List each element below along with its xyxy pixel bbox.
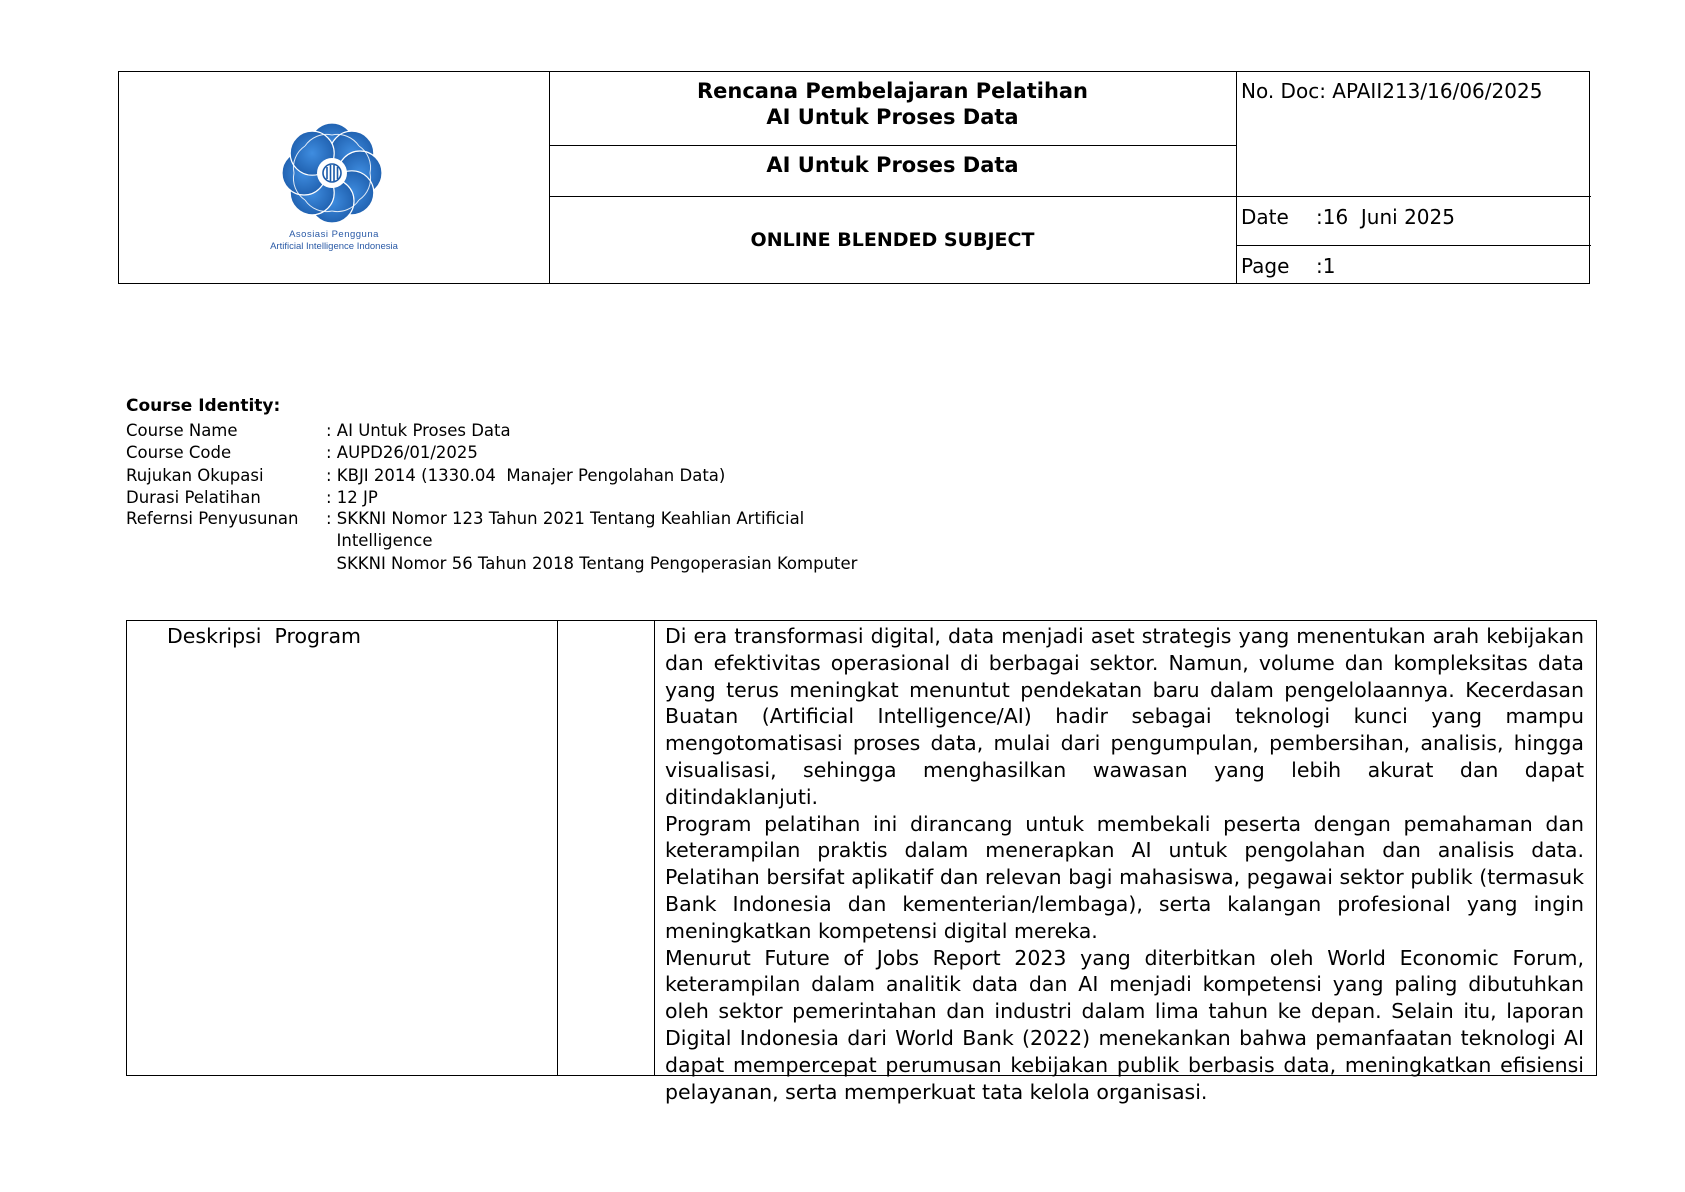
subject-type: ONLINE BLENDED SUBJECT	[750, 229, 1035, 251]
header-divider	[549, 196, 1591, 197]
date-value: :16 Juni 2025	[1316, 205, 1455, 229]
header-divider	[1236, 72, 1237, 283]
doc-number: No. Doc: APAII213/16/06/2025	[1241, 79, 1543, 103]
page-label: Page	[1241, 254, 1290, 278]
course-identity-label: Durasi Pelatihan	[126, 488, 261, 507]
description-paragraph: Program pelatihan ini dirancang untuk membekali peserta dengan pemahaman dan keterampilan praktis dalam menerapkan AI untuk pengolahan dan analisis data. Pelatihan bersifat aplikatif dan relevan bagi mahasiswa, pegawai sektor publik (termasuk Bank Indonesia dan kementerian/lembaga), serta kalangan profesional yang ingin meningkatkan kompetensi digital mereka.	[665, 811, 1584, 943]
course-identity-value: SKKNI Nomor 56 Tahun 2018 Tentang Pengoperasian Komputer	[326, 554, 858, 573]
description-text	[665, 623, 1584, 1105]
header-divider	[549, 145, 1236, 146]
course-identity-heading: Course Identity:	[126, 396, 281, 416]
header-divider	[1236, 245, 1591, 246]
description-paragraph: Di era transformasi digital, data menjadi aset strategis yang menentukan arah kebijakan dan efektivitas operasional di berbagai sektor. Namun, volume dan kompleksitas data yang terus meningkat menuntut pendekatan baru dalam pengelolaannya. Kecerdasan Buatan (Artificial Intelligence/AI) hadir sebagai teknologi kunci yang mampu mengotomatisasi proses data, mulai dari pengumpulan, pembersihan, analisis, hingga visualisasi, sehingga menghasilkan wawasan yang lebih akurat dan dapat ditindaklanjuti.	[665, 624, 1584, 809]
course-identity-value: Intelligence	[326, 531, 433, 550]
description-label: Deskripsi Program	[167, 624, 361, 648]
logo-text-line2: Artificial Intelligence Indonesia	[270, 241, 398, 252]
table-divider	[654, 621, 655, 1075]
title-line-2: AI Untuk Proses Data	[766, 105, 1019, 129]
description-paragraph: Menurut Future of Jobs Report 2023 yang diterbitkan oleh World Economic Forum, keterampilan dalam analitik data dan AI menjadi kompetensi yang paling dibutuhkan oleh sektor pemerintahan dan industri dalam lima tahun ke depan. Selain itu, laporan Digital Indonesia dari World Bank (2022) menekankan bahwa pemanfaatan teknologi AI dapat mempercepat perumusan kebijakan publik berbasis data, meningkatkan efisiensi pelayanan, serta memperkuat tata kelola organisasi.	[665, 945, 1584, 1104]
title-line-1: Rencana Pembelajaran Pelatihan	[696, 79, 1089, 103]
course-identity-value: : KBJI 2014 (1330.04 Manajer Pengolahan Data)	[326, 466, 726, 485]
course-identity-label: Course Code	[126, 443, 232, 462]
course-identity-value: : 12 JP	[326, 488, 378, 507]
logo-cell	[119, 72, 549, 283]
date-label: Date	[1241, 205, 1289, 229]
page-value: :1	[1316, 254, 1336, 278]
document-subtitle: AI Untuk Proses Data	[766, 153, 1019, 177]
course-identity-label: Course Name	[126, 421, 238, 440]
course-identity-value: : AI Untuk Proses Data	[326, 421, 511, 440]
course-identity-value: : AUPD26/01/2025	[326, 443, 478, 462]
document-header-table	[118, 71, 1590, 284]
course-identity-value: : SKKNI Nomor 123 Tahun 2021 Tentang Keahlian Artificial	[326, 509, 805, 528]
document-title	[549, 78, 1236, 130]
logo-text-line1: Asosiasi Pengguna	[289, 229, 379, 240]
course-identity-label: Refernsi Penyusunan	[126, 509, 299, 528]
organization-logo	[280, 121, 384, 225]
program-description-table	[126, 620, 1597, 1104]
table-divider	[557, 621, 558, 1075]
course-identity-label: Rujukan Okupasi	[126, 466, 264, 485]
